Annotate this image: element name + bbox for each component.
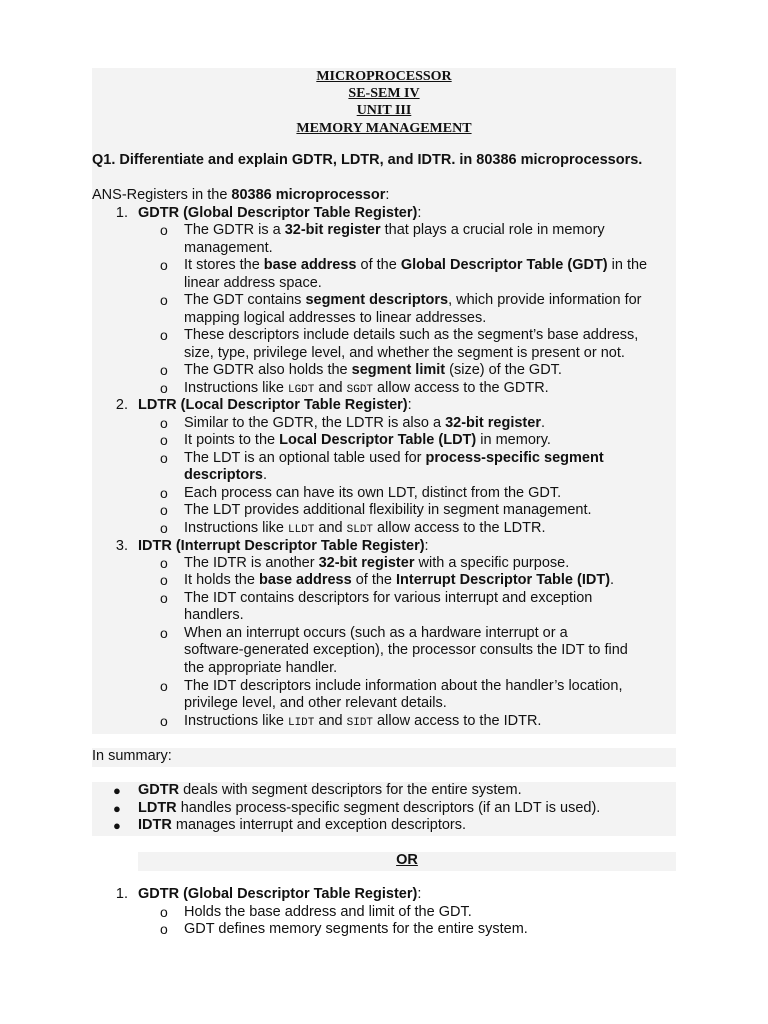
idtr-item-4-cont: software-generated exception), the processor consults the IDT to find [184,642,628,658]
idtr-number: 3. [115,538,128,554]
idtr-item-4-cont: the appropriate handler. [184,660,338,676]
bullet-icon: o [160,222,168,238]
bullet-icon: o [160,572,168,588]
bullet-icon: o [160,450,168,466]
idtr-item-5-cont: privilege level, and other relevant details. [184,695,447,711]
idtr-item-6: Instructions like LIDT and SIDT allow access to the IDTR. [184,713,542,729]
bullet-icon: o [160,432,168,448]
summary-item-ldtr: LDTR handles process-specific segment descriptors (if an LDT is used). [138,800,601,816]
gdtr-item-2-cont: linear address space. [184,275,322,291]
gdtr-title: GDTR (Global Descriptor Table Register): [138,205,422,221]
gdtr-item-6: Instructions like LGDT and SGDT allow access to the GDTR. [184,380,549,396]
document-header [92,68,676,137]
alt-gdtr-title: GDTR (Global Descriptor Table Register): [138,886,422,902]
bullet-icon: o [160,904,168,920]
bullet-icon: o [160,327,168,343]
gdtr-item-4-cont: size, type, privilege level, and whether the segment is present or not. [184,345,625,361]
bullet-dot-icon: ● [113,818,121,833]
idtr-item-4: When an interrupt occurs (such as a hardware interrupt or a [184,625,568,641]
ldtr-item-3: The LDT is an optional table used for process-specific segment [184,450,604,466]
ldtr-item-5: The LDT provides additional flexibility in segment management. [184,502,592,518]
summary-item-idtr: IDTR manages interrupt and exception descriptors. [138,817,467,833]
idtr-item-2: It holds the base address of the Interrupt Descriptor Table (IDT). [184,572,615,588]
alt-gdtr-item-2: GDT defines memory segments for the entire system. [184,921,528,937]
gdtr-number: 1. [115,205,128,221]
bullet-icon: o [160,362,168,378]
gdtr-item-1: The GDTR is a 32-bit register that plays a crucial role in memory [184,222,605,238]
bullet-icon: o [160,502,168,518]
summary-label: In summary: [92,748,172,764]
idtr-item-1: The IDTR is another 32-bit register with a specific purpose. [184,555,570,571]
bullet-icon: o [160,380,168,396]
idtr-title: IDTR (Interrupt Descriptor Table Register): [138,538,429,554]
gdtr-item-5: The GDTR also holds the segment limit (size) of the GDT. [184,362,562,378]
ldtr-item-4: Each process can have its own LDT, distinct from the GDT. [184,485,562,501]
ldtr-item-3-cont: descriptors. [184,467,268,483]
idtr-item-3-cont: handlers. [184,607,244,623]
summary-label-shading [92,748,676,767]
ldtr-title: LDTR (Local Descriptor Table Register): [138,397,412,413]
bullet-dot-icon: ● [113,783,121,798]
bullet-icon: o [160,292,168,308]
gdtr-item-3-cont: mapping logical addresses to linear addresses. [184,310,487,326]
or-divider: OR [396,852,418,868]
answer-intro: ANS-Registers in the 80386 microprocessor: [92,187,390,203]
ldtr-number: 2. [115,397,128,413]
bullet-icon: o [160,921,168,937]
bullet-icon: o [160,485,168,501]
alt-gdtr-item-1: Holds the base address and limit of the GDT. [184,904,472,920]
header-subject: MICROPROCESSOR [316,69,452,84]
gdtr-item-2: It stores the base address of the Global Descriptor Table (GDT) in the [184,257,648,273]
header-unit: UNIT III [356,103,412,119]
header-semester: SE-SEM IV [348,86,420,102]
question-heading: Q1. Differentiate and explain GDTR, LDTR, and IDTR. in 80386 microprocessors. [92,152,643,168]
bullet-dot-icon: ● [113,801,121,816]
ldtr-item-1: Similar to the GDTR, the LDTR is also a 32-bit register. [184,415,546,431]
idtr-item-5: The IDT descriptors include information about the handler’s location, [184,678,623,694]
ldtr-item-6: Instructions like LLDT and SLDT allow access to the LDTR. [184,520,546,536]
ldtr-item-2: It points to the Local Descriptor Table (LDT) in memory. [184,432,551,448]
gdtr-item-1-cont: management. [184,240,273,256]
bullet-icon: o [160,520,168,536]
bullet-icon: o [160,555,168,571]
bullet-icon: o [160,713,168,729]
bullet-icon: o [160,625,168,641]
bullet-icon: o [160,678,168,694]
gdtr-item-4: These descriptors include details such as the segment’s base address, [184,327,639,343]
gdtr-item-3: The GDT contains segment descriptors, which provide information for [184,292,642,308]
alt-gdtr-number: 1. [115,886,128,902]
bullet-icon: o [160,257,168,273]
idtr-item-3: The IDT contains descriptors for various interrupt and exception [184,590,593,606]
header-topic: MEMORY MANAGEMENT [296,120,472,136]
summary-item-gdtr: GDTR deals with segment descriptors for the entire system. [138,782,522,798]
bullet-icon: o [160,590,168,606]
bullet-icon: o [160,415,168,431]
